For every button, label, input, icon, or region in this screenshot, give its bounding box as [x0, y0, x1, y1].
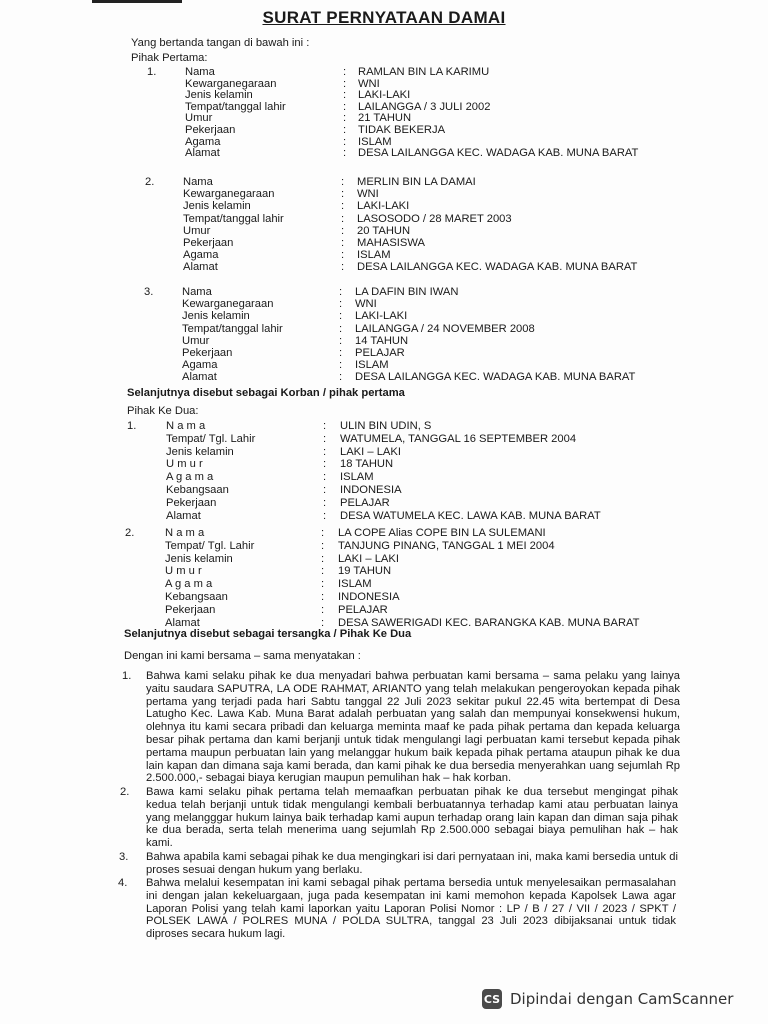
field-label: Umur: [182, 334, 210, 347]
field-value: PELAJAR: [338, 603, 388, 616]
field-colon: :: [321, 539, 325, 552]
field-colon: :: [339, 322, 343, 335]
field-value: INDONESIA: [340, 484, 402, 496]
field-colon: :: [321, 578, 325, 591]
field-label: Pekerjaan: [166, 496, 217, 509]
field-label: Alamat: [166, 509, 201, 522]
pihak-kedua-closing: Selanjutnya disebut sebagai tersangka / Pihak Ke Dua: [124, 628, 412, 640]
intro-text: Yang bertanda tangan di bawah ini :: [131, 37, 310, 49]
field-colon: :: [321, 527, 325, 539]
field-value: DESA LAILANGGA KEC. WADAGA KAB. MUNA BARAT: [357, 261, 638, 274]
camscanner-watermark: [482, 986, 758, 1012]
field-label: A g a m a: [166, 471, 214, 484]
field-colon: :: [323, 432, 327, 445]
field-label: Nama: [183, 176, 213, 188]
statement-text: Bahwa apabila kami sebagai pihak ke dua mengingkari isi dari pernyataan ini, maka kami bersedia untuk di proses sesuai dengan hukum yang berlaku.: [146, 851, 678, 876]
field-colon: :: [343, 66, 347, 78]
field-value: ULIN BIN UDIN, S: [340, 420, 432, 432]
field-value: ISLAM: [355, 359, 389, 372]
field-label: Agama: [185, 135, 221, 148]
field-value: 20 TAHUN: [357, 224, 411, 237]
field-colon: :: [323, 484, 327, 496]
field-label: Kebangsaan: [165, 591, 228, 603]
field-label: U m u r: [166, 458, 203, 471]
field-label: Kewarganegaraan: [183, 188, 275, 201]
field-label: Nama: [185, 66, 215, 78]
field-label: Tempat/ Tgl. Lahir: [166, 432, 256, 445]
field-label: Agama: [183, 249, 219, 262]
field-colon: :: [343, 135, 347, 148]
field-colon: :: [323, 420, 327, 432]
field-value: TIDAK BEKERJA: [358, 124, 446, 136]
person-number: 2.: [145, 176, 155, 188]
field-label: N a m a: [165, 527, 205, 539]
statement-intro: Dengan ini kami bersama – sama menyatakan :: [124, 650, 361, 662]
field-value: LA DAFIN BIN IWAN: [355, 286, 459, 298]
statement-text: Bahwa kami selaku pihak ke dua menyadari bahwa perbuatan kami bersama – sama pelaku yang lainya yaitu saudara SAPUTRA, LA ODE RAHMAT, ARIANTO yang telah melakukan pengeroyokan kepada pihak pertama yang terjadi pada hari Sabtu tanggal 22 Juli 2023 sekitar pukul 22.45 wita bertempat di Desa Latugho Kec. Lawa Kab. Muna Barat adalah perbuatan yang salah dan mempunyai konsekwensi hukum, olehnya itu kami secara pribadi dan keluarga meminta maaf ke pada pihak pertama dan kepada keluarga besar pihak pertama dan kami berjanji untuk tidak mengulangi lagi perbuatan kami tersebut kepada pihak pertama maupun perbuatan lain yang melanggar hukum baik kepada pihak pertama ataupun pihak ke dua lain kapan dan dimana saja kami berada, dan kami pihak ke dua bersedia menyerahkan uang sejumlah Rp 2.500.000,- sebagai biaya kerugian maupun pemulihan hak – hak korban.: [146, 670, 680, 785]
field-value: LA COPE Alias COPE BIN LA SULEMANI: [338, 527, 546, 539]
field-value: LAKI – LAKI: [338, 552, 399, 565]
document-title: SURAT PERNYATAAN DAMAI: [262, 8, 506, 27]
field-label: Kewarganegaraan: [182, 298, 274, 311]
field-colon: :: [321, 591, 325, 603]
field-value: LAILANGGA / 3 JULI 2002: [358, 100, 491, 113]
field-value: INDONESIA: [338, 591, 400, 603]
field-label: Jenis kelamin: [185, 89, 253, 102]
statement-text: Bahwa melalui kesempatan ini kami sebagal pihak pertama bersedia untuk menyelesaikan permasalahan ini dengan jalan kekeluargaan, juga pada kesempatan ini kami memohon kepada Kapolsek Lawa agar Laporan Polisi yang telah kami laporkan yaitu Laporan Polisi Nomor : LP / B / 27 / VII / 2023 / SPKT / POLSEK LAWA / POLRES MUNA / POLDA SULTRA, tanggal 23 Juli 2023 dibijaksanai untuk tidak diproses secara hukum lagi.: [146, 877, 676, 941]
field-colon: :: [341, 224, 345, 237]
field-value: 21 TAHUN: [358, 112, 412, 125]
field-value: DESA SAWERIGADI KEC. BARANGKA KAB. MUNA BARAT: [338, 616, 640, 629]
field-colon: :: [323, 509, 327, 522]
field-value: WNI: [357, 188, 379, 201]
field-colon: :: [323, 445, 327, 458]
field-colon: :: [339, 310, 343, 323]
field-colon: :: [343, 100, 347, 113]
field-label: Agama: [182, 359, 218, 372]
field-value: LAKI-LAKI: [355, 310, 408, 323]
field-value: WNI: [355, 298, 377, 311]
field-colon: :: [341, 200, 345, 213]
pihak-pertama-heading: Pihak Pertama:: [131, 52, 208, 64]
field-label: Umur: [183, 224, 211, 237]
statement-number: 2.: [120, 786, 130, 798]
field-value: MERLIN BIN LA DAMAI: [357, 176, 476, 188]
field-value: TANJUNG PINANG, TANGGAL 1 MEI 2004: [338, 539, 555, 552]
field-label: Jenis kelamin: [165, 552, 233, 565]
pihak-pertama-closing: Selanjutnya disebut sebagai Korban / pihak pertama: [127, 387, 405, 399]
field-label: Pekerjaan: [182, 347, 233, 359]
field-value: WATUMELA, TANGGAL 16 SEPTEMBER 2004: [340, 432, 577, 445]
pihak-kedua-heading: Pihak Ke Dua:: [127, 405, 199, 417]
field-value: LAKI – LAKI: [340, 445, 401, 458]
field-label: Umur: [185, 112, 213, 125]
field-value: ISLAM: [358, 135, 392, 148]
statement-text: Bawa kami selaku pihak pertama telah memaafkan perbuatan pihak ke dua tersebut mengingat pihak kedua telah berjanji untuk tidak mengulangi kembali berbuatannya terhadap kami atau perbuatan lainya yang melangggar hukum lainya baik terhadap kami aupun terhadap orang lain kapan dan diman saja pihak ke dua berada, serta telah menerima uang sejumlah Rp 2.500.000 sebagai biaya pemulihan hak – hak kami.: [146, 786, 678, 850]
field-label: Alamat: [183, 261, 218, 274]
field-colon: :: [341, 188, 345, 201]
field-colon: :: [339, 298, 343, 311]
field-colon: :: [323, 496, 327, 509]
field-label: Tempat/ Tgl. Lahir: [165, 539, 255, 552]
field-colon: :: [341, 212, 345, 225]
field-label: Jenis kelamin: [166, 445, 234, 458]
field-value: 14 TAHUN: [355, 334, 409, 347]
field-label: N a m a: [166, 420, 206, 432]
field-label: U m u r: [165, 565, 202, 578]
field-colon: :: [323, 471, 327, 484]
field-value: DESA LAILANGGA KEC. WADAGA KAB. MUNA BARAT: [358, 147, 639, 160]
field-label: Alamat: [185, 147, 220, 160]
field-value: LASOSODO / 28 MARET 2003: [357, 212, 512, 225]
field-colon: :: [321, 616, 325, 629]
field-value: PELAJAR: [340, 496, 390, 509]
field-colon: :: [339, 371, 343, 384]
field-value: ISLAM: [340, 471, 374, 484]
field-colon: :: [321, 603, 325, 616]
camscanner-text: Dipindai dengan CamScanner: [510, 990, 734, 1008]
field-value: ISLAM: [338, 578, 372, 591]
field-colon: :: [321, 565, 325, 578]
camscanner-logo-icon: CS: [482, 989, 502, 1009]
field-label: Pekerjaan: [185, 124, 236, 136]
field-value: 19 TAHUN: [338, 565, 392, 578]
field-label: Kebangsaan: [166, 484, 229, 496]
field-label: A g a m a: [165, 578, 213, 591]
person-number: 1.: [127, 420, 137, 432]
statement-number: 3.: [119, 851, 129, 863]
field-value: DESA WATUMELA KEC. LAWA KAB. MUNA BARAT: [340, 509, 601, 522]
field-value: DESA LAILANGGA KEC. WADAGA KAB. MUNA BARAT: [355, 371, 636, 384]
field-label: Jenis kelamin: [183, 200, 251, 213]
field-value: PELAJAR: [355, 347, 405, 359]
field-colon: :: [343, 112, 347, 125]
person-number: 1.: [147, 66, 157, 78]
field-value: 18 TAHUN: [340, 458, 394, 471]
scan-edge-mark: [92, 0, 182, 3]
field-value: ISLAM: [357, 249, 391, 262]
field-colon: :: [343, 77, 347, 90]
field-colon: :: [341, 261, 345, 274]
field-label: Pekerjaan: [165, 603, 216, 616]
field-value: LAKI-LAKI: [357, 200, 410, 213]
field-value: LAKI-LAKI: [358, 89, 411, 102]
statement-number: 4.: [118, 877, 128, 889]
field-colon: :: [341, 237, 345, 249]
field-colon: :: [339, 286, 343, 298]
field-value: LAILANGGA / 24 NOVEMBER 2008: [355, 322, 535, 335]
field-label: Jenis kelamin: [182, 310, 250, 323]
field-label: Kewarganegaraan: [185, 77, 277, 90]
field-label: Alamat: [165, 616, 200, 629]
field-label: Tempat/tanggal lahir: [182, 322, 283, 335]
field-label: Tempat/tanggal lahir: [185, 100, 286, 113]
field-label: Alamat: [182, 371, 217, 384]
field-colon: :: [343, 89, 347, 102]
person-number: 2.: [125, 527, 135, 539]
field-colon: :: [341, 176, 345, 188]
field-value: WNI: [358, 77, 380, 90]
field-colon: :: [321, 552, 325, 565]
field-value: MAHASISWA: [357, 237, 425, 249]
field-colon: :: [343, 124, 347, 136]
field-colon: :: [339, 334, 343, 347]
field-colon: :: [339, 359, 343, 372]
person-number: 3.: [144, 286, 154, 298]
field-colon: :: [343, 147, 347, 160]
field-label: Pekerjaan: [183, 237, 234, 249]
field-colon: :: [323, 458, 327, 471]
field-value: RAMLAN BIN LA KARIMU: [358, 66, 490, 78]
field-label: Nama: [182, 286, 212, 298]
statement-number: 1.: [122, 670, 132, 682]
field-label: Tempat/tanggal lahir: [183, 212, 284, 225]
field-colon: :: [341, 249, 345, 262]
field-colon: :: [339, 347, 343, 359]
